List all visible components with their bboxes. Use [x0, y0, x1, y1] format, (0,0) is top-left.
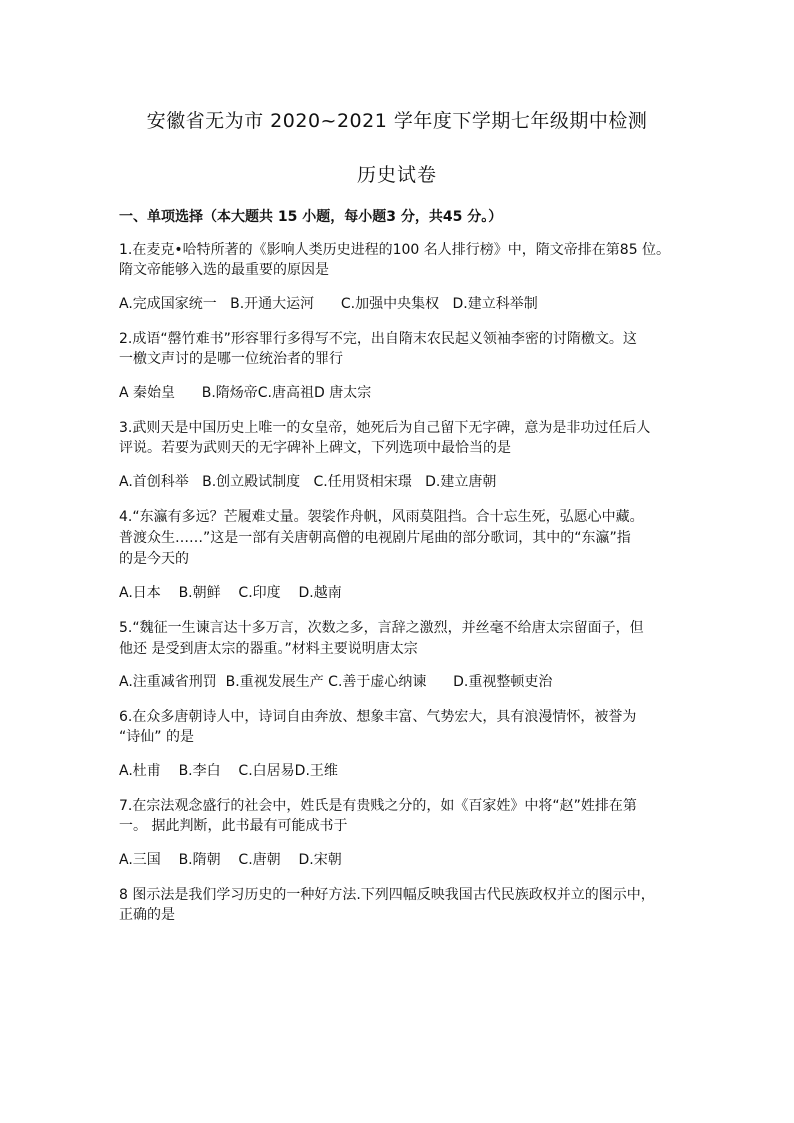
question-4-stem-line-1: 4.“东瀛有多远？芒履难丈量。袈裟作舟帆，风雨莫阻挡。合十忘生死，弘愿心中藏。	[119, 509, 644, 525]
question-2-stem-line-1: 2.成语“罄竹难书”形容罪行多得写不完，出自隋末农民起义领袖李密的讨隋檄文。这	[119, 331, 637, 347]
question-5-stem-line-1: 5.“魏征一生谏言达十多万言，次数之多，言辞之激烈，并丝毫不给唐太宗留面子，但	[119, 620, 644, 636]
question-3-stem-line-2: 评说。若要为武则天的无字碑补上碑文，下列选项中最恰当的是	[119, 440, 511, 456]
question-7-stem-line-1: 7.在宗法观念盛行的社会中，姓氏是有贵贱之分的，如《百家姓》中将“赵”姓排在第	[119, 798, 637, 814]
question-7-stem-line-2: 一。 据此判断，此书最有可能成书于	[119, 818, 348, 834]
question-6-stem-line-2: “诗仙” 的是	[119, 729, 194, 745]
question-3-options: A.首创科举 B.创立殿试制度 C.任用贤相宋璟 D.建立唐朝	[119, 474, 497, 490]
exam-title: 安徽省无为市 2020~2021 学年度下学期七年级期中检测	[146, 110, 648, 132]
question-1-stem-line-2: 隋文帝能够入选的最重要的原因是	[119, 262, 329, 278]
question-4-stem-line-2: 普渡众生……”这是一部有关唐朝高僧的电视剧片尾曲的部分歌词，其中的“东瀛”指	[119, 530, 631, 546]
question-3-stem-line-1: 3.武则天是中国历史上唯一的女皇帝，她死后为自己留下无字碑，意为是非功过任后人	[119, 420, 651, 436]
question-8-stem-line-2: 正确的是	[119, 907, 175, 923]
question-2-stem-line-2: 一檄文声讨的是哪一位统治者的罪行	[119, 351, 343, 367]
question-2-options: A 秦始皇 B.隋炀帝C.唐高祖D 唐太宗	[119, 385, 372, 401]
question-4-stem-line-3: 的是今天的	[119, 551, 189, 567]
exam-subtitle: 历史试卷	[356, 164, 437, 186]
question-6-stem-line-1: 6.在众多唐朝诗人中，诗词自由奔放、想象丰富、气势宏大，具有浪漫情怀，被誉为	[119, 709, 637, 725]
question-7-options: A.三国 B.隋朝 C.唐朝 D.宋朝	[119, 852, 342, 868]
question-5-options: A.注重减省刑罚 B.重视发展生产 C.善于虚心纳谏 D.重视整顿吏治	[119, 674, 553, 690]
question-1-options: A.完成国家统一 B.开通大运河 C.加强中央集权 D.建立科举制	[119, 296, 538, 312]
question-6-options: A.杜甫 B.李白 C.白居易D.王维	[119, 763, 338, 779]
question-1-stem-line-1: 1.在麦克•哈特所著的《影响人类历史进程的100 名人排行榜》中，隋文帝排在第85 位。	[119, 242, 671, 258]
question-8-stem-line-1: 8 图示法是我们学习历史的一种好方法.下列四幅反映我国古代民族政权并立的图示中，	[119, 887, 655, 903]
question-5-stem-line-2: 他还 是受到唐太宗的器重。”材料主要说明唐太宗	[119, 641, 418, 657]
question-4-options: A.日本 B.朝鲜 C.印度 D.越南	[119, 585, 342, 601]
section-heading: 一、单项选择（本大题共 15 小题，每小题3 分，共45 分。）	[119, 209, 503, 225]
